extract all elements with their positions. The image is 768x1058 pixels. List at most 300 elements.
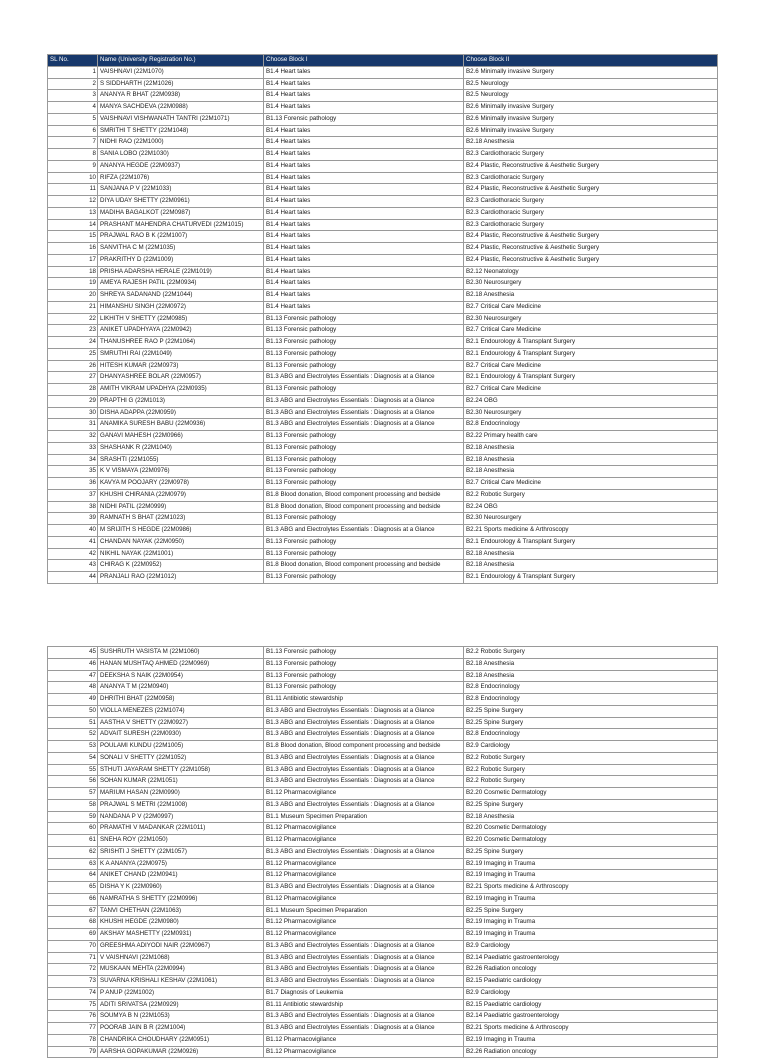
table-row [48, 395, 718, 407]
block-1-cell: B1.4 Heart tales [264, 254, 464, 266]
block-2-cell: B2.9 Cardiology [464, 987, 718, 999]
sl-no-cell: 24 [48, 337, 98, 349]
block-2-cell: B2.7 Critical Care Medicine [464, 325, 718, 337]
block-1-cell: B1.4 Heart tales [264, 278, 464, 290]
table-row [48, 149, 718, 161]
block-2-cell: B2.2 Robotic Surgery [464, 776, 718, 788]
table-row [48, 729, 718, 741]
block-1-cell: B1.4 Heart tales [264, 290, 464, 302]
block-2-cell: B2.24 OBG [464, 501, 718, 513]
block-1-cell: B1.8 Blood donation, Blood component processing and bedside [264, 489, 464, 501]
sl-no-cell: 25 [48, 348, 98, 360]
block-1-cell: B1.3 ABG and Electrolytes Essentials : Diagnosis at a Glance [264, 976, 464, 988]
table-row [48, 548, 718, 560]
block-1-cell: B1.13 Forensic pathology [264, 682, 464, 694]
table-row [48, 337, 718, 349]
block-2-cell: B2.7 Critical Care Medicine [464, 301, 718, 313]
table-row [48, 893, 718, 905]
sl-no-cell: 19 [48, 278, 98, 290]
student-name-cell: PRAJWAL S METRI (22M1008) [98, 799, 264, 811]
student-name-cell: PRAPTHI G (22M1013) [98, 395, 264, 407]
block-2-cell: B2.26 Radiation oncology [464, 964, 718, 976]
student-name-cell: SUSHRUTH VASISTA M (22M1060) [98, 647, 264, 659]
block-2-cell: B2.20 Cosmetic Dermatology [464, 823, 718, 835]
table-row [48, 113, 718, 125]
student-name-cell: K A ANANYA (22M0975) [98, 858, 264, 870]
student-name-cell: DEEKSHA S NAIK (22M0954) [98, 670, 264, 682]
block-2-cell: B2.1 Endourology & Transplant Surgery [464, 337, 718, 349]
student-name-cell: HIMANSHU SINGH (22M0972) [98, 301, 264, 313]
block-1-cell: B1.4 Heart tales [264, 102, 464, 114]
block-2-cell: B2.12 Neonatology [464, 266, 718, 278]
block-2-cell: B2.25 Spine Surgery [464, 905, 718, 917]
student-name-cell: VIOLLA MENEZES (22M1074) [98, 705, 264, 717]
sl-no-cell: 55 [48, 764, 98, 776]
sl-no-cell: 36 [48, 478, 98, 490]
block-1-cell: B1.1 Museum Specimen Preparation [264, 811, 464, 823]
block-2-cell: B2.18 Anesthesia [464, 137, 718, 149]
student-name-cell: DISHA ADAPPA (22M0959) [98, 407, 264, 419]
block-2-cell: B2.4 Plastic, Reconstructive & Aesthetic Surgery [464, 231, 718, 243]
student-name-cell: DISHA Y K (22M0960) [98, 882, 264, 894]
sl-no-cell: 23 [48, 325, 98, 337]
sl-no-cell: 37 [48, 489, 98, 501]
block-1-cell: B1.4 Heart tales [264, 231, 464, 243]
header-block-2: Choose Block II [464, 55, 718, 67]
block-2-cell: B2.19 Imaging in Trauma [464, 858, 718, 870]
block-1-cell: B1.4 Heart tales [264, 66, 464, 78]
block-2-cell: B2.15 Paediatric cardiology [464, 976, 718, 988]
block-2-cell: B2.14 Paediatric gastroenterology [464, 952, 718, 964]
table-row [48, 987, 718, 999]
table-row [48, 811, 718, 823]
sl-no-cell: 69 [48, 929, 98, 941]
table-row [48, 184, 718, 196]
sl-no-cell: 30 [48, 407, 98, 419]
sl-no-cell: 70 [48, 940, 98, 952]
student-name-cell: V VAISHNAVI (22M1068) [98, 952, 264, 964]
block-2-cell: B2.18 Anesthesia [464, 670, 718, 682]
block-1-cell: B1.3 ABG and Electrolytes Essentials : Diagnosis at a Glance [264, 799, 464, 811]
table-row [48, 572, 718, 584]
student-name-cell: GREESHMA ADIYODI NAIR (22M0967) [98, 940, 264, 952]
block-1-cell: B1.13 Forensic pathology [264, 313, 464, 325]
sl-no-cell: 68 [48, 917, 98, 929]
sl-no-cell: 5 [48, 113, 98, 125]
table-row [48, 799, 718, 811]
table-row [48, 741, 718, 753]
block-1-cell: B1.12 Pharmacovigilance [264, 835, 464, 847]
block-1-cell: B1.3 ABG and Electrolytes Essentials : Diagnosis at a Glance [264, 776, 464, 788]
student-name-cell: SHREYA SADANAND (22M1044) [98, 290, 264, 302]
student-name-cell: SRISHTI J SHETTY (22M1057) [98, 846, 264, 858]
student-name-cell: PRASHANT MAHENDRA CHATURVEDI (22M1015) [98, 219, 264, 231]
sl-no-cell: 58 [48, 799, 98, 811]
table-row [48, 917, 718, 929]
student-name-cell: AKSHAY MASHETTY (22M0931) [98, 929, 264, 941]
block-2-cell: B2.3 Cardiothoracic Surgery [464, 219, 718, 231]
sl-no-cell: 1 [48, 66, 98, 78]
block-1-cell: B1.3 ABG and Electrolytes Essentials : Diagnosis at a Glance [264, 1023, 464, 1035]
student-name-cell: DHANYASHREE BOLAR (22M0957) [98, 372, 264, 384]
sl-no-cell: 54 [48, 752, 98, 764]
block-2-cell: B2.18 Anesthesia [464, 811, 718, 823]
block-2-cell: B2.6 Minimally invasive Surgery [464, 66, 718, 78]
block-1-cell: B1.3 ABG and Electrolytes Essentials : Diagnosis at a Glance [264, 525, 464, 537]
student-name-cell: ADVAIT SURESH (22M0930) [98, 729, 264, 741]
student-name-cell: AMEYA RAJESH PATIL (22M0934) [98, 278, 264, 290]
sl-no-cell: 7 [48, 137, 98, 149]
table-row [48, 560, 718, 572]
block-1-cell: B1.13 Forensic pathology [264, 442, 464, 454]
table-row [48, 647, 718, 659]
table-row [48, 513, 718, 525]
student-name-cell: SANIA LOBO (22M1030) [98, 149, 264, 161]
table-row [48, 905, 718, 917]
student-name-cell: NIKHIL NAYAK (22M1001) [98, 548, 264, 560]
student-name-cell: KHUSHI CHIRANIA (22M0979) [98, 489, 264, 501]
student-name-cell: NANDANA P V (22M0997) [98, 811, 264, 823]
block-1-cell: B1.4 Heart tales [264, 266, 464, 278]
sl-no-cell: 49 [48, 694, 98, 706]
sl-no-cell: 59 [48, 811, 98, 823]
block-2-cell: B2.3 Cardiothoracic Surgery [464, 196, 718, 208]
student-name-cell: THANUSHREE RAO P (22M1064) [98, 337, 264, 349]
sl-no-cell: 61 [48, 835, 98, 847]
sl-no-cell: 35 [48, 466, 98, 478]
sl-no-cell: 62 [48, 846, 98, 858]
student-name-cell: CHIRAG K (22M0952) [98, 560, 264, 572]
block-1-cell: B1.3 ABG and Electrolytes Essentials : Diagnosis at a Glance [264, 705, 464, 717]
block-1-cell: B1.3 ABG and Electrolytes Essentials : Diagnosis at a Glance [264, 846, 464, 858]
block-1-cell: B1.3 ABG and Electrolytes Essentials : Diagnosis at a Glance [264, 764, 464, 776]
block-1-cell: B1.4 Heart tales [264, 301, 464, 313]
block-2-cell: B2.19 Imaging in Trauma [464, 893, 718, 905]
table-row [48, 125, 718, 137]
student-name-cell: PRISHA ADARSHA HERALE (22M1019) [98, 266, 264, 278]
table-row [48, 360, 718, 372]
block-1-cell: B1.13 Forensic pathology [264, 431, 464, 443]
table-row [48, 384, 718, 396]
table-header [48, 55, 718, 67]
block-2-cell: B2.1 Endourology & Transplant Surgery [464, 348, 718, 360]
student-name-cell: SRASHTI (22M1055) [98, 454, 264, 466]
sl-no-cell: 3 [48, 90, 98, 102]
student-name-cell: HANAN MUSHTAQ AHMED (22M0969) [98, 658, 264, 670]
table-row [48, 525, 718, 537]
block-1-cell: B1.12 Pharmacovigilance [264, 1034, 464, 1046]
student-name-cell: ANIKET CHAND (22M0941) [98, 870, 264, 882]
table-row [48, 372, 718, 384]
student-name-cell: SOHAN KUMAR (22M1051) [98, 776, 264, 788]
sl-no-cell: 60 [48, 823, 98, 835]
table-row [48, 835, 718, 847]
sl-no-cell: 56 [48, 776, 98, 788]
student-name-cell: DHRITHI BHAT (22M0958) [98, 694, 264, 706]
block-2-cell: B2.8 Endocrinology [464, 694, 718, 706]
block-1-cell: B1.3 ABG and Electrolytes Essentials : Diagnosis at a Glance [264, 964, 464, 976]
student-name-cell: SMRUTHI RAI (22M1049) [98, 348, 264, 360]
block-2-cell: B2.21 Sports medicine & Arthroscopy [464, 882, 718, 894]
student-name-cell: RAMNATH S BHAT (22M1023) [98, 513, 264, 525]
block-2-cell: B2.6 Minimally invasive Surgery [464, 125, 718, 137]
block-2-cell: B2.19 Imaging in Trauma [464, 917, 718, 929]
sl-no-cell: 43 [48, 560, 98, 572]
sl-no-cell: 38 [48, 501, 98, 513]
block-1-cell: B1.13 Forensic pathology [264, 454, 464, 466]
student-name-cell: MANYA SACHDEVA (22M0988) [98, 102, 264, 114]
sl-no-cell: 33 [48, 442, 98, 454]
block-1-cell: B1.3 ABG and Electrolytes Essentials : Diagnosis at a Glance [264, 729, 464, 741]
block-2-cell: B2.4 Plastic, Reconstructive & Aesthetic Surgery [464, 243, 718, 255]
block-1-cell: B1.3 ABG and Electrolytes Essentials : Diagnosis at a Glance [264, 395, 464, 407]
table-row [48, 536, 718, 548]
block-1-cell: B1.11 Antibiotic stewardship [264, 999, 464, 1011]
table-row [48, 243, 718, 255]
block-2-cell: B2.25 Spine Surgery [464, 705, 718, 717]
allocation-table-part-2 [47, 646, 718, 1058]
block-1-cell: B1.3 ABG and Electrolytes Essentials : Diagnosis at a Glance [264, 882, 464, 894]
block-1-cell: B1.13 Forensic pathology [264, 325, 464, 337]
block-2-cell: B2.7 Critical Care Medicine [464, 360, 718, 372]
block-2-cell: B2.25 Spine Surgery [464, 717, 718, 729]
student-name-cell: LIKHITH V SHETTY (22M0985) [98, 313, 264, 325]
block-2-cell: B2.1 Endourology & Transplant Surgery [464, 572, 718, 584]
block-1-cell: B1.12 Pharmacovigilance [264, 929, 464, 941]
block-1-cell: B1.4 Heart tales [264, 160, 464, 172]
block-1-cell: B1.12 Pharmacovigilance [264, 870, 464, 882]
student-name-cell: POORAB JAIN B R (22M1004) [98, 1023, 264, 1035]
block-1-cell: B1.12 Pharmacovigilance [264, 917, 464, 929]
block-2-cell: B2.19 Imaging in Trauma [464, 1034, 718, 1046]
student-name-cell: SNEHA ROY (22M1050) [98, 835, 264, 847]
table-row [48, 846, 718, 858]
block-1-cell: B1.8 Blood donation, Blood component processing and bedside [264, 501, 464, 513]
table-row [48, 999, 718, 1011]
table-row [48, 301, 718, 313]
student-name-cell: ANANYA R BHAT (22M0938) [98, 90, 264, 102]
table-row [48, 489, 718, 501]
student-name-cell: POULAMI KUNDU (22M1005) [98, 741, 264, 753]
sl-no-cell: 42 [48, 548, 98, 560]
header-row [48, 55, 718, 67]
block-2-cell: B2.19 Imaging in Trauma [464, 870, 718, 882]
sl-no-cell: 67 [48, 905, 98, 917]
table-row [48, 1011, 718, 1023]
block-2-cell: B2.30 Neurosurgery [464, 513, 718, 525]
block-2-cell: B2.2 Robotic Surgery [464, 764, 718, 776]
block-1-cell: B1.3 ABG and Electrolytes Essentials : Diagnosis at a Glance [264, 717, 464, 729]
table-row [48, 658, 718, 670]
table-row [48, 1023, 718, 1035]
table-row [48, 407, 718, 419]
table-row [48, 431, 718, 443]
block-2-cell: B2.26 Radiation oncology [464, 1046, 718, 1058]
block-1-cell: B1.3 ABG and Electrolytes Essentials : Diagnosis at a Glance [264, 407, 464, 419]
table-row [48, 290, 718, 302]
block-2-cell: B2.30 Neurosurgery [464, 313, 718, 325]
student-name-cell: SONALI V SHETTY (22M1052) [98, 752, 264, 764]
table-row [48, 78, 718, 90]
student-name-cell: AMITH VIKRAM UPADHYA (22M0935) [98, 384, 264, 396]
block-2-cell: B2.5 Neurology [464, 78, 718, 90]
sl-no-cell: 4 [48, 102, 98, 114]
allocation-table-part-1 [47, 54, 718, 584]
table-row [48, 442, 718, 454]
sl-no-cell: 47 [48, 670, 98, 682]
table-row [48, 976, 718, 988]
table-row [48, 478, 718, 490]
block-1-cell: B1.4 Heart tales [264, 219, 464, 231]
block-2-cell: B2.3 Cardiothoracic Surgery [464, 207, 718, 219]
table-row [48, 266, 718, 278]
block-2-cell: B2.8 Endocrinology [464, 682, 718, 694]
block-1-cell: B1.13 Forensic pathology [264, 647, 464, 659]
student-name-cell: CHANDAN NAYAK (22M0950) [98, 536, 264, 548]
block-2-cell: B2.6 Minimally invasive Surgery [464, 113, 718, 125]
sl-no-cell: 18 [48, 266, 98, 278]
table-row [48, 1046, 718, 1058]
table-row [48, 929, 718, 941]
student-name-cell: STHUTI JAYARAM SHETTY (22M1058) [98, 764, 264, 776]
table-row [48, 752, 718, 764]
student-name-cell: GANAVI MAHESH (22M0966) [98, 431, 264, 443]
block-1-cell: B1.3 ABG and Electrolytes Essentials : Diagnosis at a Glance [264, 1011, 464, 1023]
table-row [48, 313, 718, 325]
student-name-cell: P ANUP (22M1002) [98, 987, 264, 999]
table-row [48, 454, 718, 466]
block-2-cell: B2.18 Anesthesia [464, 290, 718, 302]
block-1-cell: B1.1 Museum Specimen Preparation [264, 905, 464, 917]
student-name-cell: ANAMIKA SURESH BABU (22M0936) [98, 419, 264, 431]
table-row [48, 278, 718, 290]
block-1-cell: B1.13 Forensic pathology [264, 478, 464, 490]
sl-no-cell: 11 [48, 184, 98, 196]
block-1-cell: B1.8 Blood donation, Blood component processing and bedside [264, 741, 464, 753]
sl-no-cell: 77 [48, 1023, 98, 1035]
block-1-cell: B1.3 ABG and Electrolytes Essentials : Diagnosis at a Glance [264, 752, 464, 764]
sl-no-cell: 15 [48, 231, 98, 243]
sl-no-cell: 79 [48, 1046, 98, 1058]
student-name-cell: AASTHA V SHETTY (22M0927) [98, 717, 264, 729]
table-row [48, 254, 718, 266]
block-1-cell: B1.13 Forensic pathology [264, 360, 464, 372]
student-name-cell: SOUMYA B N (22M1053) [98, 1011, 264, 1023]
sl-no-cell: 63 [48, 858, 98, 870]
sl-no-cell: 41 [48, 536, 98, 548]
block-1-cell: B1.12 Pharmacovigilance [264, 1046, 464, 1058]
table-row [48, 858, 718, 870]
student-name-cell: M SRIJITH S HEGDE (22M0986) [98, 525, 264, 537]
table-row [48, 694, 718, 706]
block-1-cell: B1.13 Forensic pathology [264, 466, 464, 478]
header-block-1: Choose Block I [264, 55, 464, 67]
table-row [48, 670, 718, 682]
sl-no-cell: 29 [48, 395, 98, 407]
sl-no-cell: 76 [48, 1011, 98, 1023]
table-row [48, 137, 718, 149]
student-name-cell: SANVITHA C M (22M1035) [98, 243, 264, 255]
block-1-cell: B1.4 Heart tales [264, 207, 464, 219]
block-1-cell: B1.4 Heart tales [264, 125, 464, 137]
table-row [48, 348, 718, 360]
header-sl-no: SL No. [48, 55, 98, 67]
block-1-cell: B1.4 Heart tales [264, 172, 464, 184]
table-body [48, 66, 718, 583]
sl-no-cell: 72 [48, 964, 98, 976]
sl-no-cell: 8 [48, 149, 98, 161]
table-row [48, 1034, 718, 1046]
student-name-cell: MADIHA BAGALKOT (22M0987) [98, 207, 264, 219]
table-row [48, 952, 718, 964]
block-2-cell: B2.1 Endourology & Transplant Surgery [464, 536, 718, 548]
block-1-cell: B1.3 ABG and Electrolytes Essentials : Diagnosis at a Glance [264, 940, 464, 952]
student-name-cell: SANJANA P V (22M1033) [98, 184, 264, 196]
sl-no-cell: 39 [48, 513, 98, 525]
block-1-cell: B1.13 Forensic pathology [264, 113, 464, 125]
sl-no-cell: 53 [48, 741, 98, 753]
sl-no-cell: 16 [48, 243, 98, 255]
sl-no-cell: 13 [48, 207, 98, 219]
block-2-cell: B2.1 Endourology & Transplant Surgery [464, 372, 718, 384]
block-1-cell: B1.12 Pharmacovigilance [264, 858, 464, 870]
block-1-cell: B1.13 Forensic pathology [264, 548, 464, 560]
table-row [48, 419, 718, 431]
student-name-cell: PRAMATHI V MADANKAR (22M1011) [98, 823, 264, 835]
sl-no-cell: 48 [48, 682, 98, 694]
block-1-cell: B1.12 Pharmacovigilance [264, 823, 464, 835]
block-2-cell: B2.14 Paediatric gastroenterology [464, 1011, 718, 1023]
block-1-cell: B1.7 Diagnosis of Leukemia [264, 987, 464, 999]
table-row [48, 705, 718, 717]
block-2-cell: B2.8 Endocrinology [464, 419, 718, 431]
sl-no-cell: 40 [48, 525, 98, 537]
sl-no-cell: 21 [48, 301, 98, 313]
sl-no-cell: 32 [48, 431, 98, 443]
student-name-cell: MUSKAAN MEHTA (22M0994) [98, 964, 264, 976]
header-name: Name (University Registration No.) [98, 55, 264, 67]
student-name-cell: S SIDDHARTH (22M1026) [98, 78, 264, 90]
block-2-cell: B2.18 Anesthesia [464, 466, 718, 478]
block-2-cell: B2.20 Cosmetic Dermatology [464, 788, 718, 800]
sl-no-cell: 28 [48, 384, 98, 396]
block-2-cell: B2.30 Neurosurgery [464, 407, 718, 419]
student-name-cell: SUVARNA KRISHALI KESHAV (22M1061) [98, 976, 264, 988]
block-2-cell: B2.3 Cardiothoracic Surgery [464, 172, 718, 184]
sl-no-cell: 75 [48, 999, 98, 1011]
table-row [48, 90, 718, 102]
block-2-cell: B2.22 Primary health care [464, 431, 718, 443]
table-row [48, 207, 718, 219]
sl-no-cell: 57 [48, 788, 98, 800]
block-1-cell: B1.4 Heart tales [264, 137, 464, 149]
student-name-cell: TANVI CHETHAN (22M1063) [98, 905, 264, 917]
block-2-cell: B2.25 Spine Surgery [464, 799, 718, 811]
table-row [48, 964, 718, 976]
block-1-cell: B1.13 Forensic pathology [264, 384, 464, 396]
block-1-cell: B1.11 Antibiotic stewardship [264, 694, 464, 706]
sl-no-cell: 22 [48, 313, 98, 325]
table-row [48, 231, 718, 243]
block-2-cell: B2.4 Plastic, Reconstructive & Aesthetic Surgery [464, 254, 718, 266]
table-row [48, 823, 718, 835]
table-row [48, 172, 718, 184]
block-1-cell: B1.8 Blood donation, Blood component processing and bedside [264, 560, 464, 572]
sl-no-cell: 6 [48, 125, 98, 137]
student-name-cell: MARIUM HASAN (22M0990) [98, 788, 264, 800]
sl-no-cell: 26 [48, 360, 98, 372]
block-2-cell: B2.20 Cosmetic Dermatology [464, 835, 718, 847]
